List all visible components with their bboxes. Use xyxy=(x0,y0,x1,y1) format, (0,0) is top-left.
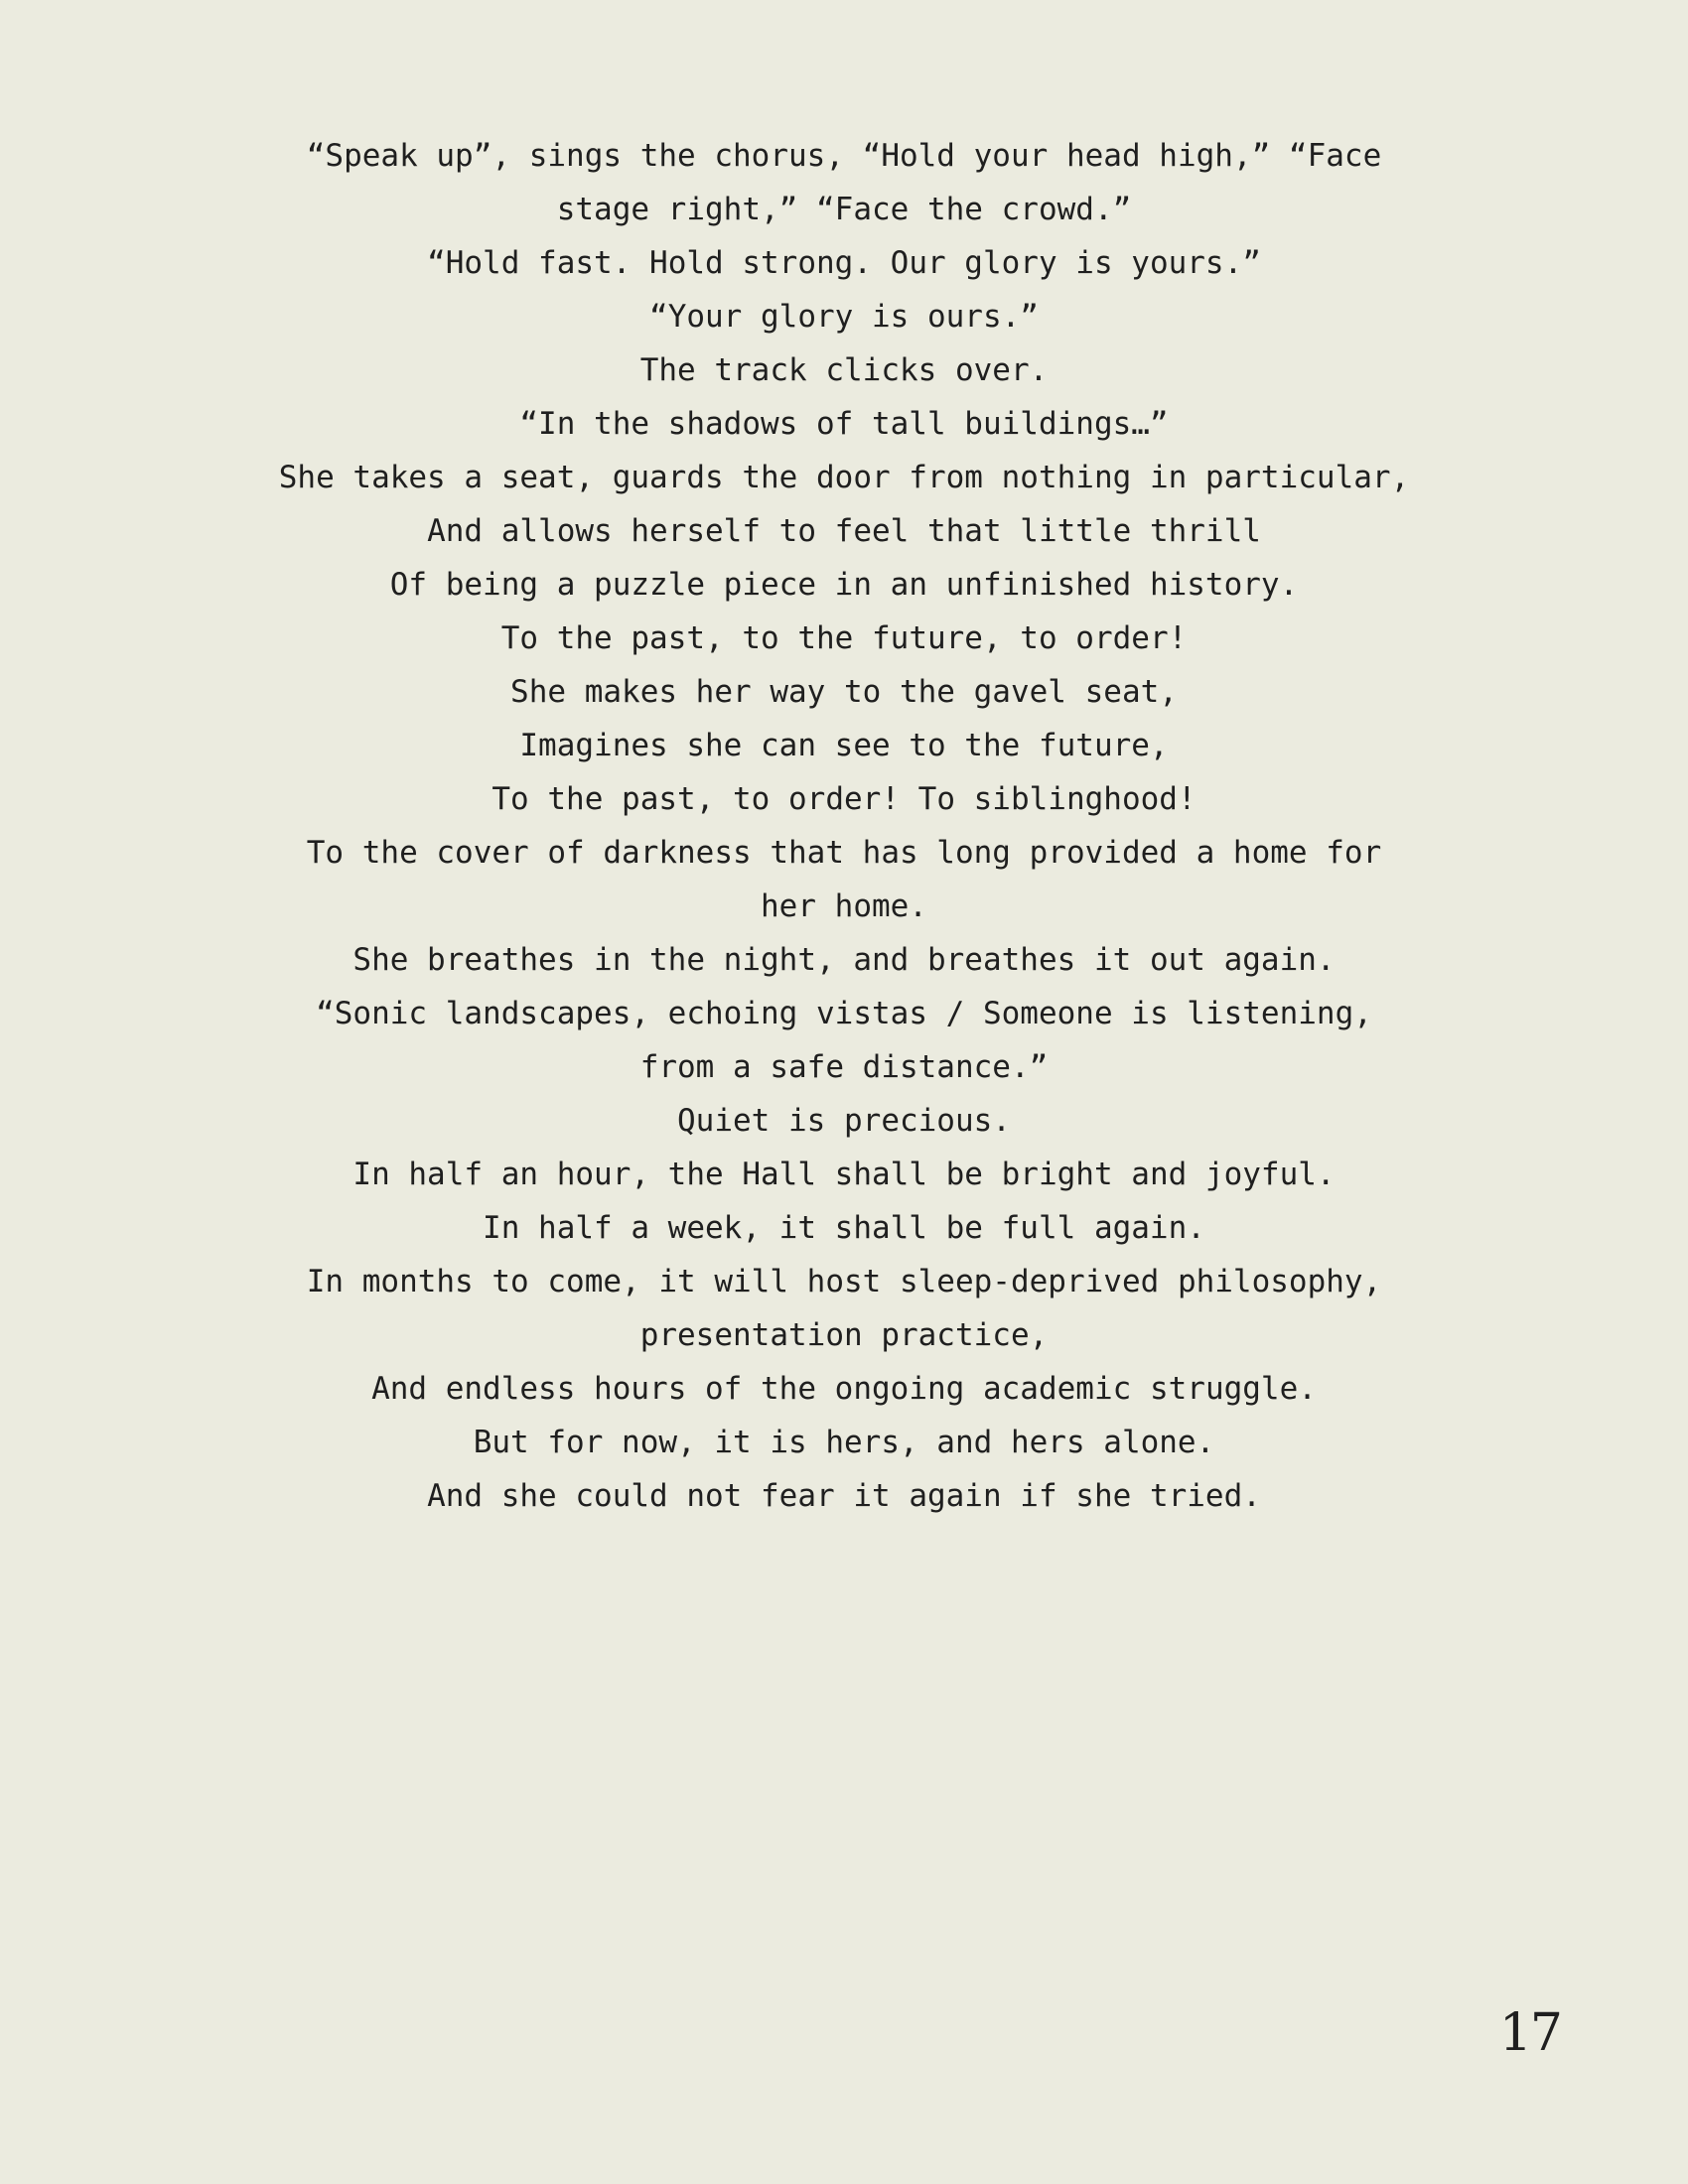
poem-line: “Sonic landscapes, echoing vistas / Someone is listening, from a safe distance.” xyxy=(316,996,1372,1085)
poem-line: She takes a seat, guards the door from nothing in particular, xyxy=(278,460,1410,495)
poem-body xyxy=(278,129,1410,1523)
poem-line: “Speak up”, sings the chorus, “Hold your head high,” “Face stage right,” “Face the crowd.” xyxy=(306,138,1382,227)
poem-line: She makes her way to the gavel seat, xyxy=(510,674,1178,710)
poem-line: To the past, to order! To siblinghood! xyxy=(492,781,1196,817)
poem-line: “Your glory is ours.” xyxy=(649,299,1039,335)
poem-line: And endless hours of the ongoing academic struggle. xyxy=(371,1371,1317,1407)
poem-line: And she could not fear it again if she tried. xyxy=(427,1478,1261,1514)
poem-line: And allows herself to feel that little thrill xyxy=(427,513,1261,549)
poem-line: “In the shadows of tall buildings…” xyxy=(519,406,1169,442)
poem-line: To the cover of darkness that has long provided a home for her home. xyxy=(306,835,1382,924)
poem-line: In months to come, it will host sleep-deprived philosophy, presentation practice, xyxy=(306,1264,1382,1353)
poem-line: But for now, it is hers, and hers alone. xyxy=(473,1425,1215,1460)
poem-line: Imagines she can see to the future, xyxy=(519,728,1169,763)
poem-line: The track clicks over. xyxy=(639,352,1049,388)
poem-line: To the past, to the future, to order! xyxy=(500,620,1188,656)
page-number: 17 xyxy=(1498,2003,1561,2063)
poem-line: In half a week, it shall be full again. xyxy=(483,1210,1205,1246)
poem-line: In half an hour, the Hall shall be bright and joyful. xyxy=(352,1157,1336,1192)
poem-line: Of being a puzzle piece in an unfinished history. xyxy=(389,567,1299,603)
poem-line: She breathes in the night, and breathes it out again. xyxy=(352,942,1336,978)
poem-line: “Hold fast. Hold strong. Our glory is yours.” xyxy=(427,245,1261,281)
poem-line: Quiet is precious. xyxy=(677,1103,1011,1139)
